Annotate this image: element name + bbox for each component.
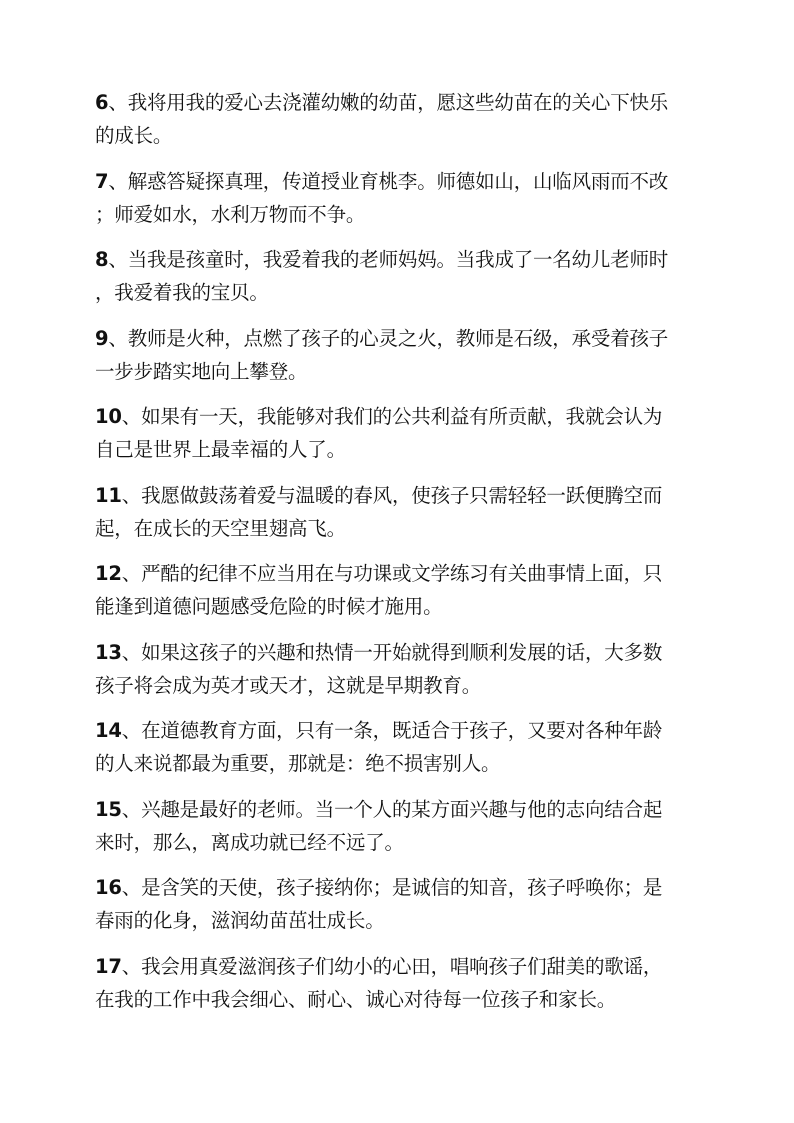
quote-text: 教师是火种，点燃了孩子的心灵之火，教师是石级，承受着孩子 <box>127 326 669 350</box>
quote-line: 自己是世界上最幸福的人了。 <box>95 438 346 461</box>
quote-line <box>95 714 695 747</box>
quote-line <box>95 165 695 198</box>
quote-line: ，我爱着我的宝贝。 <box>95 281 269 304</box>
quote-line <box>95 322 695 355</box>
quote-item <box>95 86 695 152</box>
quote-number: 16 <box>95 876 122 899</box>
quote-item <box>95 165 695 231</box>
quote-text: 兴趣是最好的老师。当一个人的某方面兴趣与他的志向结合起 <box>141 797 663 821</box>
quote-item <box>95 793 695 859</box>
quote-line <box>95 557 695 590</box>
quote-number: 12 <box>95 562 122 585</box>
quote-item <box>95 243 695 309</box>
quote-separator: 、 <box>121 562 142 585</box>
quote-item <box>95 950 695 1016</box>
quote-text: 我将用我的爱心去浇灌幼嫩的幼苗，愿这些幼苗在的关心下快乐 <box>127 91 669 114</box>
document-page <box>95 86 695 1028</box>
quote-number: 10 <box>95 405 122 428</box>
quote-separator: 、 <box>108 169 128 193</box>
quote-number: 9 <box>95 326 109 350</box>
quote-item <box>95 479 695 545</box>
quote-line: 孩子将会成为英才或天才，这就是早期教育。 <box>95 673 482 697</box>
quote-number: 8 <box>95 248 109 271</box>
quote-text: 是含笑的天使，孩子接纳你；是诚信的知音，孩子呼唤你；是 <box>141 876 663 899</box>
quote-text: 我愿做鼓荡着爱与温暖的春风，使孩子只需轻轻一跃便腾空而 <box>141 483 663 507</box>
quote-line: 在我的工作中我会细心、耐心、诚心对待每一位孩子和家长。 <box>95 987 617 1011</box>
quote-line <box>95 243 695 276</box>
quote-number: 7 <box>95 169 109 193</box>
quote-line <box>95 871 695 904</box>
quote-item <box>95 871 695 937</box>
quote-line <box>95 400 695 433</box>
quote-item <box>95 400 695 466</box>
quote-line: 一步步踏实地向上攀登。 <box>95 359 308 383</box>
quote-separator: 、 <box>121 797 142 821</box>
quote-text: 我会用真爱滋润孩子们幼小的心田，唱响孩子们甜美的歌谣， <box>141 954 663 978</box>
quote-line: 春雨的化身，滋润幼苗茁壮成长。 <box>95 909 385 932</box>
quote-item <box>95 714 695 780</box>
quote-line: 来时，那么，离成功就已经不远了。 <box>95 830 404 854</box>
quote-separator: 、 <box>121 640 142 664</box>
quote-line: 的成长。 <box>95 124 173 147</box>
quote-number: 17 <box>95 954 122 978</box>
quote-separator: 、 <box>121 405 142 428</box>
quote-item <box>95 322 695 388</box>
quote-separator: 、 <box>121 483 142 507</box>
quote-text: 严酷的纪律不应当用在与功课或文学练习有关曲事情上面，只 <box>141 562 663 585</box>
quote-number: 11 <box>95 483 122 507</box>
quote-separator: 、 <box>121 719 142 742</box>
quote-item <box>95 636 695 702</box>
quote-text: 当我是孩童时，我爱着我的老师妈妈。当我成了一名幼儿老师时 <box>127 248 669 271</box>
quote-line <box>95 793 695 826</box>
quote-separator: 、 <box>108 248 128 271</box>
quote-separator: 、 <box>121 876 142 899</box>
quote-number: 6 <box>95 91 109 114</box>
quote-text: 解惑答疑探真理，传道授业育桃李。师德如山，山临风雨而不改 <box>127 169 669 193</box>
quote-separator: 、 <box>108 91 128 114</box>
quote-number: 15 <box>95 797 122 821</box>
quote-text: 如果这孩子的兴趣和热情一开始就得到顺利发展的话，大多数 <box>141 640 663 664</box>
quote-line <box>95 479 695 512</box>
quote-separator: 、 <box>108 326 128 350</box>
quote-line: ；师爱如水，水利万物而不争。 <box>95 202 366 226</box>
quote-text: 如果有一天，我能够对我们的公共利益有所贡献，我就会认为 <box>141 405 663 428</box>
quote-item <box>95 557 695 623</box>
quote-line: 能逢到道德问题感受危险的时候才施用。 <box>95 595 443 618</box>
quote-number: 14 <box>95 719 122 742</box>
quote-line <box>95 636 695 669</box>
quote-separator: 、 <box>121 954 142 978</box>
quote-line: 起，在成长的天空里翅高飞。 <box>95 516 346 540</box>
quote-line <box>95 950 695 983</box>
quote-line: 的人来说都最为重要，那就是：绝不损害别人。 <box>95 752 501 775</box>
quote-number: 13 <box>95 640 122 664</box>
quote-line <box>95 86 695 119</box>
quote-text: 在道德教育方面，只有一条，既适合于孩子，又要对各种年龄 <box>141 719 663 742</box>
